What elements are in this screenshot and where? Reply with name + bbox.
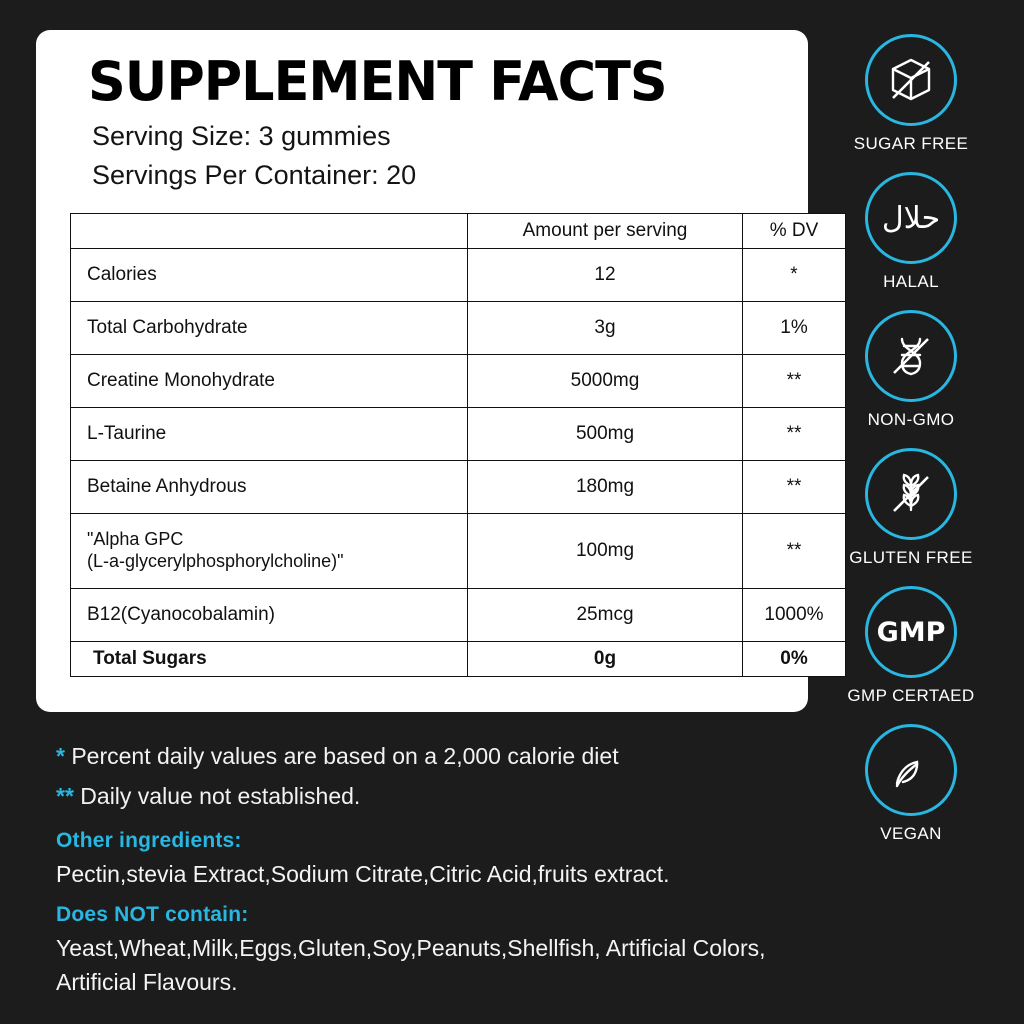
table-row bbox=[71, 407, 846, 460]
badge-label: SUGAR FREE bbox=[853, 134, 969, 153]
badge-label: VEGAN bbox=[880, 824, 942, 843]
gmp-text-icon bbox=[865, 586, 957, 678]
badge-vegan bbox=[865, 724, 957, 844]
alpha-gpc-line2: (L-a-glycerylphosphorylcholine)" bbox=[87, 550, 344, 571]
footnote-1-text: Percent daily values are based on a 2,000 calorie diet bbox=[71, 743, 619, 769]
table-row bbox=[71, 513, 846, 588]
total-sugars-label: Total Sugars bbox=[71, 641, 468, 676]
nutrient-name: Total Carbohydrate bbox=[71, 301, 468, 354]
header-amount-per-serving: Amount per serving bbox=[468, 213, 743, 248]
nutrient-amount: 180mg bbox=[468, 460, 743, 513]
badge-label: HALAL bbox=[883, 272, 939, 291]
footnotes-section bbox=[56, 736, 816, 999]
footnote-2-text: Daily value not established. bbox=[80, 783, 361, 810]
table-row bbox=[71, 588, 846, 641]
supplement-facts-card bbox=[36, 30, 824, 712]
other-ingredients-heading: Other ingredients: bbox=[56, 828, 242, 852]
table-row bbox=[71, 354, 846, 407]
nutrient-name: Creatine Monohydrate bbox=[71, 354, 468, 407]
table-row bbox=[71, 301, 846, 354]
badge-label: GMP CERTAED bbox=[847, 686, 975, 705]
certification-badges bbox=[816, 34, 1006, 844]
dna-crossed-icon bbox=[865, 310, 957, 402]
table-header-row bbox=[71, 213, 846, 248]
serving-size: Serving Size: 3 gummies bbox=[92, 120, 391, 151]
nutrition-table bbox=[70, 213, 846, 677]
nutrient-amount: 500mg bbox=[468, 407, 743, 460]
nutrient-dv: 1000% bbox=[743, 588, 846, 641]
table-row bbox=[71, 248, 846, 301]
nutrient-amount: 25mcg bbox=[468, 588, 743, 641]
halal-glyph: حلال bbox=[881, 200, 941, 236]
does-not-contain-heading: Does NOT contain: bbox=[56, 902, 249, 926]
badge-sugar-free bbox=[854, 34, 969, 154]
header-percent-dv: % DV bbox=[743, 213, 846, 248]
nutrient-amount: 3g bbox=[468, 301, 743, 354]
wheat-crossed-icon bbox=[865, 448, 957, 540]
nutrient-dv: 1% bbox=[743, 301, 846, 354]
nutrient-dv: ** bbox=[743, 513, 846, 588]
leaf-icon bbox=[865, 724, 957, 816]
footnote-1 bbox=[56, 736, 816, 776]
header-blank bbox=[71, 213, 468, 248]
total-sugars-dv: 0% bbox=[743, 641, 846, 676]
badge-label: NON-GMO bbox=[867, 410, 955, 429]
nutrient-amount: 100mg bbox=[468, 513, 743, 588]
nutrient-dv: ** bbox=[743, 354, 846, 407]
footnote-1-marker: * bbox=[56, 743, 65, 769]
footnote-2 bbox=[56, 776, 816, 816]
footnote-2-marker: ** bbox=[56, 783, 74, 810]
does-not-contain-text: Yeast,Wheat,Milk,Eggs,Gluten,Soy,Peanuts,Shellfish, Artificial Colors, Artificial Flavours. bbox=[56, 934, 766, 995]
nutrient-dv: * bbox=[743, 248, 846, 301]
other-ingredients-text: Pectin,stevia Extract,Sodium Citrate,Citric Acid,fruits extract. bbox=[56, 860, 670, 887]
badge-halal bbox=[865, 172, 957, 292]
nutrient-amount: 5000mg bbox=[468, 354, 743, 407]
halal-arabic-icon bbox=[865, 172, 957, 264]
alpha-gpc-line1: "Alpha GPC bbox=[87, 529, 184, 550]
badge-non-gmo bbox=[865, 310, 957, 430]
total-sugars-row bbox=[71, 641, 846, 676]
nutrient-name bbox=[71, 513, 468, 588]
total-sugars-amount: 0g bbox=[468, 641, 743, 676]
badge-label: GLUTEN FREE bbox=[849, 548, 973, 567]
badge-gmp-certified bbox=[847, 586, 974, 706]
nutrient-name: B12(Cyanocobalamin) bbox=[71, 588, 468, 641]
servings-per-container: Servings Per Container: 20 bbox=[92, 159, 417, 190]
nutrient-dv: ** bbox=[743, 407, 846, 460]
nutrient-dv: ** bbox=[743, 460, 846, 513]
page-title: SUPPLEMENT FACTS bbox=[88, 50, 667, 113]
nutrient-name: Betaine Anhydrous bbox=[71, 460, 468, 513]
nutrient-name: L-Taurine bbox=[71, 407, 468, 460]
nutrient-amount: 12 bbox=[468, 248, 743, 301]
sugar-cube-crossed-icon bbox=[865, 34, 957, 126]
gmp-glyph: GMP bbox=[876, 616, 946, 648]
badge-gluten-free bbox=[849, 448, 972, 568]
nutrient-name: Calories bbox=[71, 248, 468, 301]
table-row bbox=[71, 460, 846, 513]
